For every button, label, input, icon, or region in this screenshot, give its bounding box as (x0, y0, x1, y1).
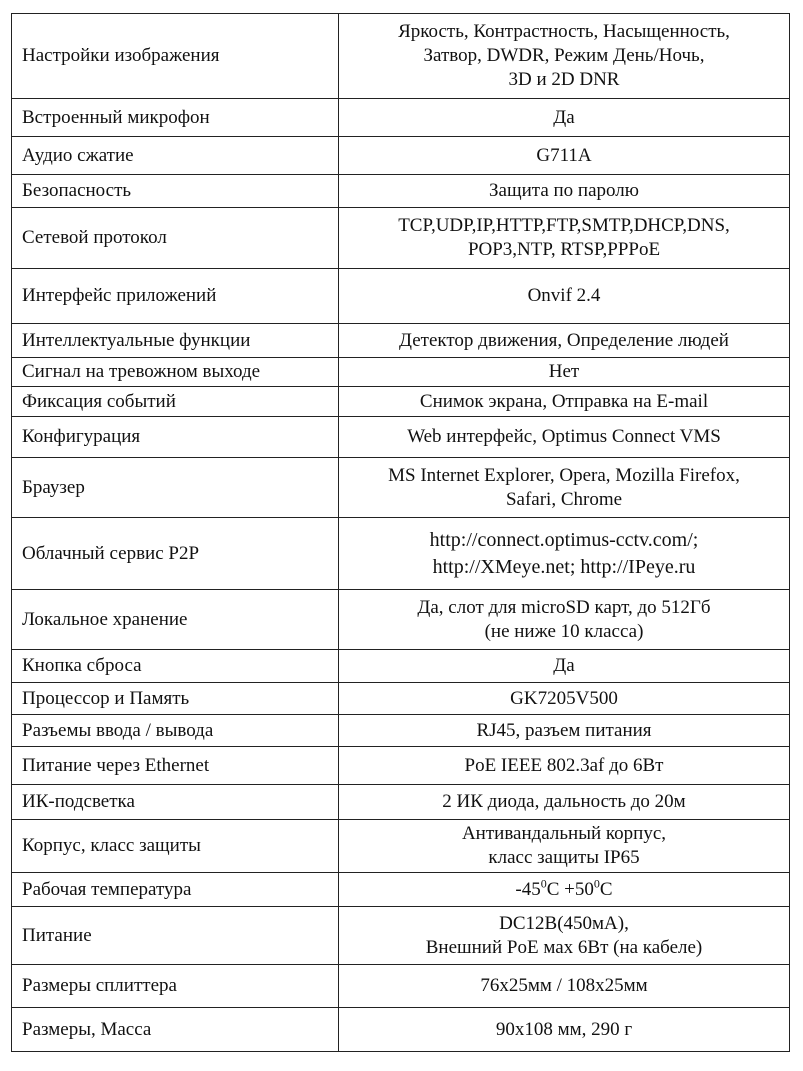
table-row (12, 14, 790, 99)
row-value (339, 417, 790, 458)
value-line: POP3,NTP, RTSP,PPPoE (467, 239, 661, 260)
value-line: DC12В(450мА), (499, 912, 629, 934)
row-value (339, 907, 790, 965)
row-label: Конфигурация (12, 417, 339, 458)
row-value (339, 747, 790, 785)
value-line: http://connect.optimus-cctv.com/; (429, 528, 699, 551)
value-line: RJ45, разъем питания (476, 719, 652, 741)
row-value (339, 590, 790, 650)
table-row (12, 358, 790, 387)
value-line: 90x108 мм, 290 г (495, 1018, 633, 1040)
row-label: Интеллектуальные функции (12, 324, 339, 358)
row-label: Корпус, класс защиты (12, 820, 339, 873)
value-line: (не ниже 10 класса) (484, 620, 644, 642)
row-label: Размеры сплиттера (12, 965, 339, 1008)
row-value (339, 99, 790, 137)
row-value (339, 324, 790, 358)
row-value (339, 785, 790, 820)
row-label: Питание (12, 907, 339, 965)
table-row (12, 324, 790, 358)
value-line: Safari, Chrome (505, 488, 623, 510)
row-label: Размеры, Масса (12, 1008, 339, 1052)
table-row (12, 907, 790, 965)
table-row (12, 387, 790, 417)
table-row (12, 650, 790, 683)
value-line: Onvif 2.4 (527, 285, 601, 306)
table-row (12, 747, 790, 785)
row-label: Рабочая температура (12, 873, 339, 907)
value-line: Внешний PoE мах 6Вт (на кабеле) (425, 936, 703, 958)
row-value (339, 518, 790, 590)
temp-high-degree: 0 (593, 876, 600, 891)
table-row (12, 458, 790, 518)
row-label: Безопасность (12, 175, 339, 208)
row-label: Питание через Ethernet (12, 747, 339, 785)
value-line: Антивандальный корпус, (461, 823, 667, 844)
value-line: Детектор движения, Определение людей (399, 329, 729, 351)
value-line: 76x25мм / 108x25мм (480, 975, 648, 996)
row-label: Кнопка сброса (12, 650, 339, 683)
value-line: 3D и 2D DNR (508, 69, 620, 90)
value-line: 2 ИК диода, дальность до 20м (442, 791, 686, 812)
temp-high-unit: C (599, 878, 613, 900)
row-label: Аудио сжатие (12, 137, 339, 175)
table-row (12, 137, 790, 175)
row-label: Встроенный микрофон (12, 99, 339, 137)
value-line: PoE IEEE 802.3af до 6Вт (464, 754, 664, 776)
value-line: Затвор, DWDR, Режим День/Ночь, (423, 45, 705, 66)
value-line: Да (553, 106, 575, 128)
table-row (12, 715, 790, 747)
row-value (339, 358, 790, 387)
value-line: Да, слот для microSD карт, до 512Гб (417, 596, 711, 618)
row-value (339, 387, 790, 417)
value-line: класс защиты IP65 (488, 847, 640, 868)
row-label: Браузер (12, 458, 339, 518)
temp-high-number: +50 (564, 878, 594, 900)
row-label: Интерфейс приложений (12, 269, 339, 324)
row-label: Фиксация событий (12, 387, 339, 417)
row-value (339, 175, 790, 208)
spec-table-body (12, 14, 790, 1052)
temp-low-number: -45 (515, 878, 541, 900)
temperature-range (345, 878, 783, 902)
row-value (339, 873, 790, 907)
value-line: MS Internet Explorer, Opera, Mozilla Firefox, (388, 464, 740, 486)
table-row (12, 820, 790, 873)
table-row (12, 518, 790, 590)
row-label: Процессор и Память (12, 683, 339, 715)
value-line: TCP,UDP,IP,HTTP,FTP,SMTP,DHCP,DNS, (398, 215, 730, 236)
value-line: Web интерфейс, Optimus Connect VMS (407, 426, 721, 447)
row-label: Облачный сервис P2P (12, 518, 339, 590)
table-row (12, 99, 790, 137)
row-label: Локальное хранение (12, 590, 339, 650)
temp-low-degree: 0 (540, 876, 547, 891)
value-line: Яркость, Контрастность, Насыщенность, (398, 21, 730, 42)
row-value (339, 14, 790, 99)
temp-low-unit: C (546, 878, 560, 900)
value-line: http://XMeye.net; http://IPeye.ru (432, 555, 696, 578)
row-value (339, 715, 790, 747)
row-value (339, 820, 790, 873)
table-row (12, 785, 790, 820)
value-line: Да (553, 655, 575, 676)
row-value (339, 650, 790, 683)
table-row (12, 683, 790, 715)
table-row (12, 873, 790, 907)
table-row (12, 417, 790, 458)
row-value (339, 269, 790, 324)
value-line: G711A (536, 144, 592, 166)
row-label: ИК-подсветка (12, 785, 339, 820)
table-row (12, 175, 790, 208)
row-label: Настройки изображения (12, 14, 339, 99)
spec-table (11, 13, 790, 1052)
value-line: Снимок экрана, Отправка на E-mail (419, 390, 709, 412)
row-value (339, 208, 790, 269)
table-row (12, 1008, 790, 1052)
row-value (339, 137, 790, 175)
table-row (12, 208, 790, 269)
row-label: Сетевой протокол (12, 208, 339, 269)
row-value (339, 458, 790, 518)
table-row (12, 590, 790, 650)
table-row (12, 269, 790, 324)
table-row (12, 965, 790, 1008)
row-value (339, 683, 790, 715)
row-value (339, 1008, 790, 1052)
row-label: Сигнал на тревожном выходе (12, 358, 339, 387)
value-line: GK7205V500 (510, 687, 618, 709)
row-label: Разъемы ввода / вывода (12, 715, 339, 747)
value-line: Нет (548, 361, 580, 382)
row-value (339, 965, 790, 1008)
value-line: Защита по паролю (489, 180, 639, 201)
